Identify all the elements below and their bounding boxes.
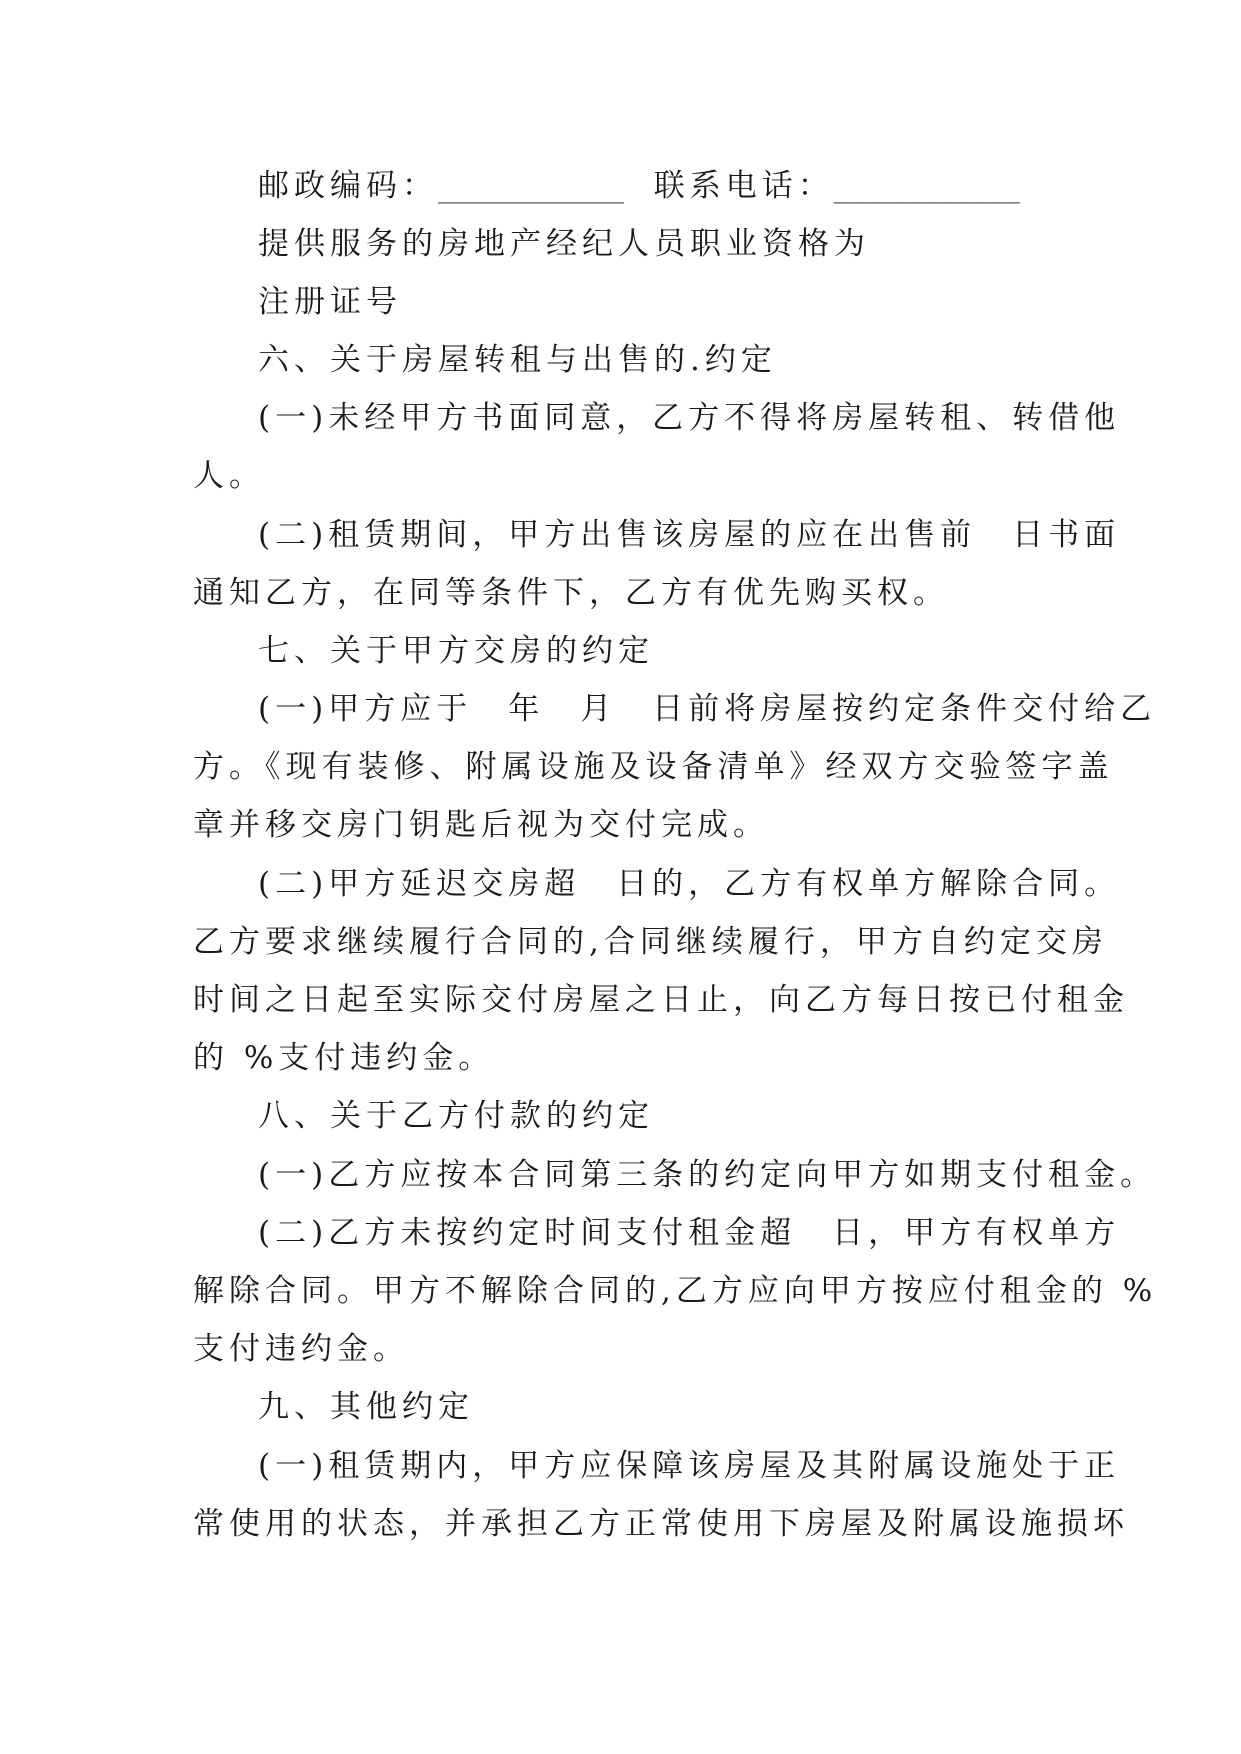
section-6-clause-2-line-1: (二)租赁期间，甲方出售该房屋的应在出售前 日书面 xyxy=(258,517,1121,553)
section-8-clause-2-line-1: (二)乙方未按约定时间支付租金超 日，甲方有权单方 xyxy=(258,1215,1121,1251)
section-7-heading: 七、关于甲方交房的约定 xyxy=(258,633,654,669)
section-6-heading: 六、关于房屋转租与出售的.约定 xyxy=(258,342,777,378)
section-7-clause-1-line-1: (一)甲方应于 年 月 日前将房屋按约定条件交付给乙 xyxy=(258,691,1157,727)
section-6-clause-1-line-1: (一)未经甲方书面同意，乙方不得将房屋转租、转借他 xyxy=(258,400,1121,436)
phone-label: 联系电话： xyxy=(653,168,834,204)
section-6-clause-2-line-2: 通知乙方，在同等条件下，乙方有优先购买权。 xyxy=(193,575,949,611)
section-8-clause-2-line-3: 支付违约金。 xyxy=(193,1331,409,1367)
contact-line xyxy=(258,166,1020,206)
section-9-heading: 九、其他约定 xyxy=(258,1389,474,1425)
section-8-heading: 八、关于乙方付款的约定 xyxy=(258,1098,654,1134)
postcode-label: 邮政编码： xyxy=(258,168,438,204)
section-7-clause-2-line-3: 时间之日起至实际交付房屋之日止，向乙方每日按已付租金 xyxy=(193,982,1129,1018)
section-7-clause-1-line-3: 章并移交房门钥匙后视为交付完成。 xyxy=(193,807,769,843)
phone-blank: ____________ xyxy=(833,168,1020,204)
section-7-clause-2-line-4: 的 %支付违约金。 xyxy=(193,1040,495,1076)
section-9-clause-1-line-1: (一)租赁期内，甲方应保障该房屋及其附属设施处于正 xyxy=(258,1448,1121,1484)
agent-registration-line: 注册证号 xyxy=(258,284,402,320)
section-8-clause-2-line-2: 解除合同。甲方不解除合同的,乙方应向甲方按应付租金的 % xyxy=(193,1273,1158,1309)
section-8-clause-1-line-1: (一)乙方应按本合同第三条的约定向甲方如期支付租金。 xyxy=(258,1157,1157,1193)
section-7-clause-1-line-2: 方。《现有装修、附属设施及设备清单》经双方交验签字盖 xyxy=(193,749,1114,785)
section-6-clause-1-line-2: 人。 xyxy=(193,458,265,494)
agent-qualification-line: 提供服务的房地产经纪人员职业资格为 xyxy=(258,226,870,262)
section-7-clause-2-line-1: (二)甲方延迟交房超 日的，乙方有权单方解除合同。 xyxy=(258,866,1121,902)
postcode-blank: ____________ xyxy=(438,168,624,204)
section-7-clause-2-line-2: 乙方要求继续履行合同的,合同继续履行，甲方自约定交房 xyxy=(193,924,1108,960)
section-9-clause-1-line-2: 常使用的状态，并承担乙方正常使用下房屋及附属设施损坏 xyxy=(193,1506,1129,1542)
